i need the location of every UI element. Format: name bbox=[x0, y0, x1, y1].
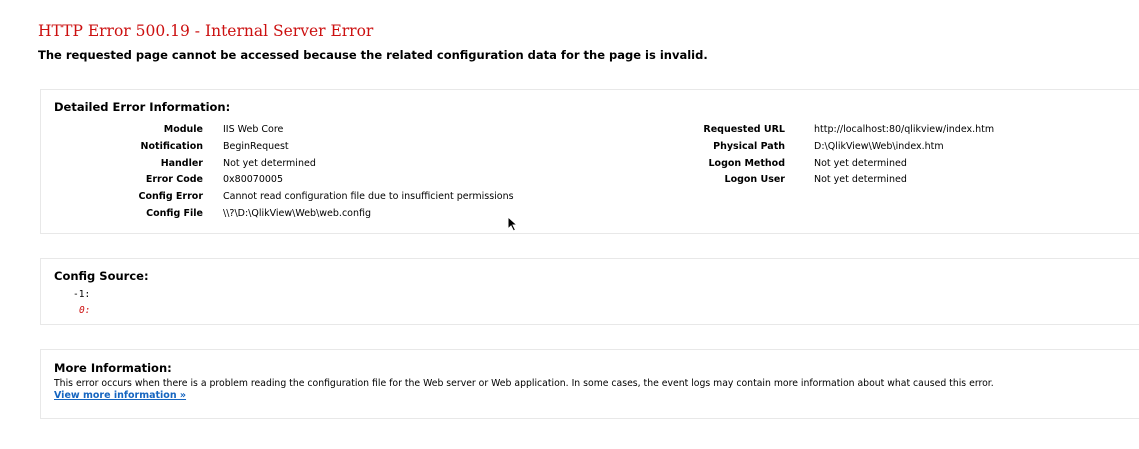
left-labels-column bbox=[81, 124, 203, 225]
config-source-line-highlight: 0: bbox=[79, 305, 91, 316]
more-information-heading: More Information: bbox=[54, 361, 172, 375]
detailed-error-heading: Detailed Error Information: bbox=[54, 100, 231, 114]
notification-label: Notification bbox=[140, 140, 203, 152]
more-information-text: This error occurs when there is a problem reading the configuration file for the Web server or Web application. In some cases, the event logs may contain more information about what caused this error. bbox=[54, 378, 994, 389]
error-code-value: 0x80070005 bbox=[223, 174, 284, 186]
detailed-error-panel bbox=[40, 89, 1139, 234]
physical-path-label: Physical Path bbox=[713, 140, 785, 152]
requested-url-value: http://localhost:80/qlikview/index.htm bbox=[814, 124, 995, 135]
logon-user-value: Not yet determined bbox=[814, 174, 907, 186]
logon-user-label: Logon User bbox=[724, 174, 785, 186]
logon-method-label: Logon Method bbox=[708, 157, 785, 169]
right-labels-column bbox=[661, 124, 785, 191]
logon-method-value: Not yet determined bbox=[814, 157, 907, 169]
view-more-information-link[interactable]: View more information » bbox=[54, 390, 187, 401]
right-values-column bbox=[814, 124, 994, 191]
page-title: HTTP Error 500.19 - Internal Server Error bbox=[38, 22, 374, 40]
notification-value: BeginRequest bbox=[223, 140, 289, 152]
requested-url-label: Requested URL bbox=[703, 124, 785, 135]
config-error-value: Cannot read configuration file due to insufficient permissions bbox=[223, 191, 514, 203]
more-information-panel bbox=[40, 349, 1139, 419]
config-source-panel bbox=[40, 258, 1139, 325]
mouse-pointer-icon bbox=[507, 216, 519, 232]
handler-label: Handler bbox=[160, 157, 203, 169]
config-file-label: Config File bbox=[146, 207, 203, 219]
config-source-line: -1: bbox=[73, 289, 91, 300]
config-error-label: Config Error bbox=[138, 191, 203, 203]
config-source-heading: Config Source: bbox=[54, 269, 149, 283]
module-value: IIS Web Core bbox=[223, 124, 284, 135]
handler-value: Not yet determined bbox=[223, 157, 316, 169]
page-subtitle: The requested page cannot be accessed because the related configuration data for the page is invalid. bbox=[38, 48, 708, 62]
left-values-column bbox=[223, 124, 514, 225]
config-file-value: \\?\D:\QlikView\Web\web.config bbox=[223, 207, 372, 219]
physical-path-value: D:\QlikView\Web\index.htm bbox=[814, 140, 944, 152]
error-code-label: Error Code bbox=[145, 174, 203, 186]
module-label: Module bbox=[163, 124, 203, 135]
